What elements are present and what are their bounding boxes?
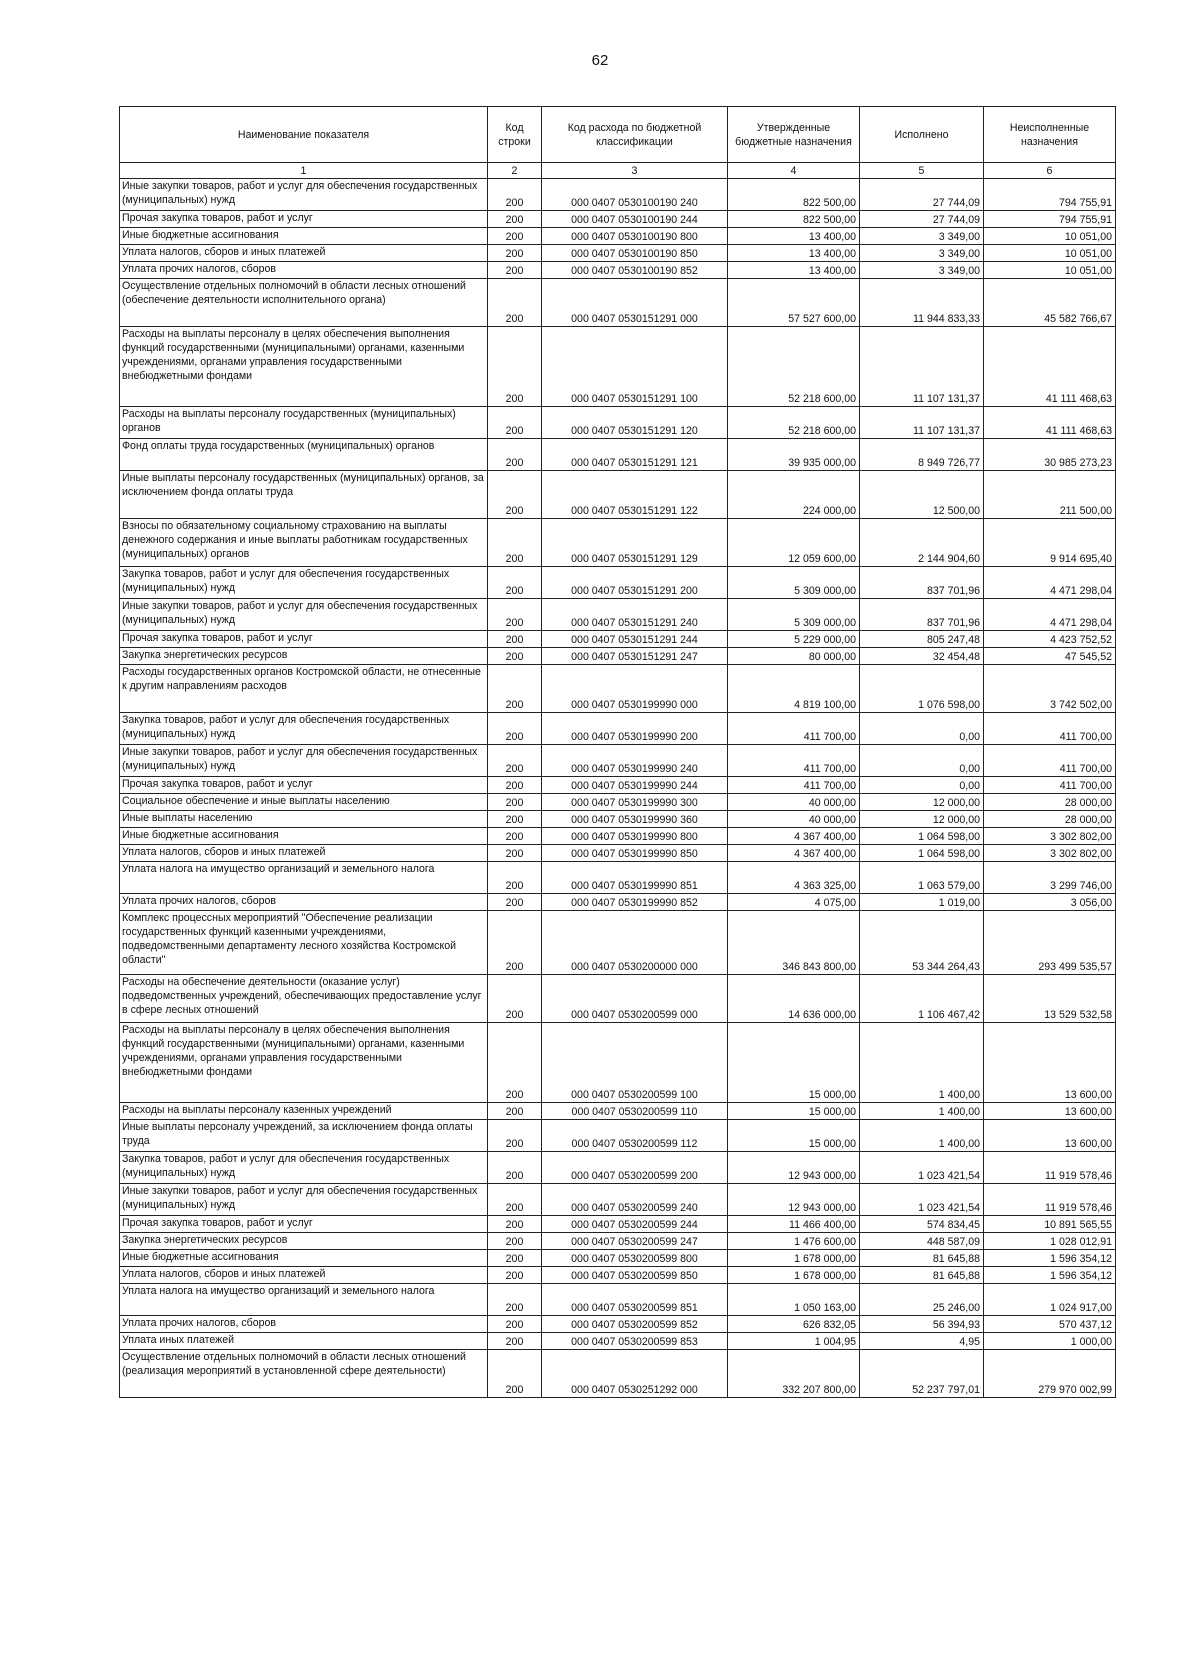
row-budget-code: 000 0407 0530151291 000 [542,279,728,327]
table-row [120,862,1116,894]
row-budget-code: 000 0407 0530199990 300 [542,794,728,811]
table-row [120,1267,1116,1284]
row-unexecuted-amount: 1 000,00 [984,1333,1116,1350]
row-budget-code: 000 0407 0530251292 000 [542,1350,728,1398]
row-unexecuted-amount: 11 919 578,46 [984,1184,1116,1216]
row-budget-code: 000 0407 0530100190 800 [542,228,728,245]
row-approved-amount: 626 832,05 [728,1316,860,1333]
table-row [120,599,1116,631]
row-name: Уплата налога на имущество организаций и земельного налога [120,862,488,894]
row-kod-stroki: 200 [488,599,542,631]
row-executed-amount: 574 834,45 [860,1216,984,1233]
row-approved-amount: 12 943 000,00 [728,1152,860,1184]
table-row [120,519,1116,567]
row-executed-amount: 1 063 579,00 [860,862,984,894]
row-unexecuted-amount: 794 755,91 [984,211,1116,228]
row-kod-stroki: 200 [488,648,542,665]
row-name: Расходы на выплаты персоналу казенных учреждений [120,1103,488,1120]
row-approved-amount: 15 000,00 [728,1120,860,1152]
row-kod-stroki: 200 [488,862,542,894]
row-executed-amount: 1 076 598,00 [860,665,984,713]
row-name: Иные закупки товаров, работ и услуг для обеспечения государственных (муниципальных) нужд [120,599,488,631]
row-name: Расходы на выплаты персоналу государственных (муниципальных) органов [120,407,488,439]
row-name: Закупка товаров, работ и услуг для обеспечения государственных (муниципальных) нужд [120,713,488,745]
row-name: Иные закупки товаров, работ и услуг для обеспечения государственных (муниципальных) нужд [120,745,488,777]
column-number: 3 [542,163,728,179]
column-number: 4 [728,163,860,179]
column-number: 1 [120,163,488,179]
row-name: Комплекс процессных мероприятий "Обеспечение реализации государственных функций казенными учреждениями, подведомственными департаменту лесного хозяйства Костромской области" [120,911,488,975]
row-unexecuted-amount: 28 000,00 [984,811,1116,828]
header-kod-raskhoda: Код расхода по бюджетной классификации [542,107,728,163]
row-budget-code: 000 0407 0530200599 100 [542,1023,728,1103]
row-executed-amount: 805 247,48 [860,631,984,648]
row-kod-stroki: 200 [488,519,542,567]
row-approved-amount: 822 500,00 [728,179,860,211]
table-row [120,1316,1116,1333]
row-kod-stroki: 200 [488,975,542,1023]
row-unexecuted-amount: 9 914 695,40 [984,519,1116,567]
row-name: Иные бюджетные ассигнования [120,1250,488,1267]
row-name: Уплата налогов, сборов и иных платежей [120,1267,488,1284]
row-kod-stroki: 200 [488,1120,542,1152]
row-unexecuted-amount: 4 471 298,04 [984,599,1116,631]
row-unexecuted-amount: 30 985 273,23 [984,439,1116,471]
table-row [120,713,1116,745]
row-kod-stroki: 200 [488,228,542,245]
row-unexecuted-amount: 293 499 535,57 [984,911,1116,975]
row-budget-code: 000 0407 0530200599 200 [542,1152,728,1184]
row-approved-amount: 52 218 600,00 [728,327,860,407]
row-name: Уплата налога на имущество организаций и земельного налога [120,1284,488,1316]
row-executed-amount: 2 144 904,60 [860,519,984,567]
table-row [120,845,1116,862]
row-executed-amount: 27 744,09 [860,211,984,228]
row-unexecuted-amount: 13 600,00 [984,1120,1116,1152]
table-row [120,262,1116,279]
row-approved-amount: 39 935 000,00 [728,439,860,471]
table-row [120,1284,1116,1316]
row-executed-amount: 81 645,88 [860,1267,984,1284]
row-approved-amount: 1 004,95 [728,1333,860,1350]
row-executed-amount: 1 019,00 [860,894,984,911]
row-kod-stroki: 200 [488,245,542,262]
row-executed-amount: 0,00 [860,713,984,745]
row-executed-amount: 837 701,96 [860,599,984,631]
row-name: Прочая закупка товаров, работ и услуг [120,1216,488,1233]
row-approved-amount: 346 843 800,00 [728,911,860,975]
row-approved-amount: 411 700,00 [728,745,860,777]
row-executed-amount: 1 023 421,54 [860,1184,984,1216]
row-kod-stroki: 200 [488,1103,542,1120]
row-kod-stroki: 200 [488,1350,542,1398]
row-name: Прочая закупка товаров, работ и услуг [120,777,488,794]
table-row [120,1152,1116,1184]
row-approved-amount: 4 367 400,00 [728,845,860,862]
row-kod-stroki: 200 [488,811,542,828]
row-approved-amount: 5 229 000,00 [728,631,860,648]
table-row [120,911,1116,975]
table-row [120,777,1116,794]
row-budget-code: 000 0407 0530199990 852 [542,894,728,911]
row-budget-code: 000 0407 0530200599 851 [542,1284,728,1316]
row-kod-stroki: 200 [488,828,542,845]
row-approved-amount: 15 000,00 [728,1103,860,1120]
header-ispolneno: Исполнено [860,107,984,163]
row-unexecuted-amount: 10 051,00 [984,245,1116,262]
row-unexecuted-amount: 1 596 354,12 [984,1250,1116,1267]
row-executed-amount: 1 106 467,42 [860,975,984,1023]
row-unexecuted-amount: 211 500,00 [984,471,1116,519]
row-name: Взносы по обязательному социальному страхованию на выплаты денежного содержания и иные выплаты работникам государственных (муниципальных) органов [120,519,488,567]
row-unexecuted-amount: 47 545,52 [984,648,1116,665]
row-executed-amount: 1 400,00 [860,1103,984,1120]
row-budget-code: 000 0407 0530200599 850 [542,1267,728,1284]
row-kod-stroki: 200 [488,1023,542,1103]
table-row [120,1120,1116,1152]
row-name: Расходы на выплаты персоналу в целях обеспечения выполнения функций государственными (муниципальными) органами, казенными учреждениями, органами управления государственными внебюджетными фондами [120,1023,488,1103]
row-kod-stroki: 200 [488,665,542,713]
table-row [120,648,1116,665]
row-budget-code: 000 0407 0530200599 112 [542,1120,728,1152]
row-name: Уплата налогов, сборов и иных платежей [120,245,488,262]
row-approved-amount: 11 466 400,00 [728,1216,860,1233]
row-kod-stroki: 200 [488,1152,542,1184]
row-name: Иные бюджетные ассигнования [120,228,488,245]
row-unexecuted-amount: 3 299 746,00 [984,862,1116,894]
row-name: Прочая закупка товаров, работ и услуг [120,631,488,648]
row-kod-stroki: 200 [488,1233,542,1250]
table-row [120,665,1116,713]
table-row [120,327,1116,407]
row-unexecuted-amount: 4 471 298,04 [984,567,1116,599]
row-kod-stroki: 200 [488,911,542,975]
row-budget-code: 000 0407 0530100190 850 [542,245,728,262]
table-row [120,1350,1116,1398]
row-unexecuted-amount: 13 600,00 [984,1023,1116,1103]
row-budget-code: 000 0407 0530200599 853 [542,1333,728,1350]
row-budget-code: 000 0407 0530151291 122 [542,471,728,519]
row-name: Расходы на обеспечение деятельности (оказание услуг) подведомственных учреждений, обеспечивающих предоставление услуг в сфере лесных отношений [120,975,488,1023]
row-approved-amount: 5 309 000,00 [728,567,860,599]
row-approved-amount: 5 309 000,00 [728,599,860,631]
row-unexecuted-amount: 3 302 802,00 [984,828,1116,845]
row-budget-code: 000 0407 0530199990 000 [542,665,728,713]
table-row [120,745,1116,777]
row-name: Расходы на выплаты персоналу в целях обеспечения выполнения функций государственными (муниципальными) органами, казенными учреждениями, органами управления государственными внебюджетными фондами [120,327,488,407]
row-kod-stroki: 200 [488,567,542,599]
table-header-row [120,107,1116,163]
row-name: Уплата налогов, сборов и иных платежей [120,845,488,862]
row-unexecuted-amount: 4 423 752,52 [984,631,1116,648]
row-unexecuted-amount: 570 437,12 [984,1316,1116,1333]
row-budget-code: 000 0407 0530151291 247 [542,648,728,665]
column-numbers-row [120,163,1116,179]
row-executed-amount: 1 400,00 [860,1023,984,1103]
row-budget-code: 000 0407 0530200599 000 [542,975,728,1023]
row-executed-amount: 32 454,48 [860,648,984,665]
column-number: 2 [488,163,542,179]
row-executed-amount: 25 246,00 [860,1284,984,1316]
row-executed-amount: 1 400,00 [860,1120,984,1152]
table-row [120,211,1116,228]
table-row [120,245,1116,262]
row-approved-amount: 80 000,00 [728,648,860,665]
row-name: Фонд оплаты труда государственных (муниципальных) органов [120,439,488,471]
row-name: Иные закупки товаров, работ и услуг для обеспечения государственных (муниципальных) нужд [120,1184,488,1216]
table-row [120,794,1116,811]
row-name: Иные бюджетные ассигнования [120,828,488,845]
row-approved-amount: 15 000,00 [728,1023,860,1103]
row-budget-code: 000 0407 0530151291 120 [542,407,728,439]
header-kod-stroki: Код строки [488,107,542,163]
table-row [120,894,1116,911]
row-unexecuted-amount: 10 891 565,55 [984,1216,1116,1233]
row-kod-stroki: 200 [488,845,542,862]
row-budget-code: 000 0407 0530151291 129 [542,519,728,567]
row-unexecuted-amount: 3 302 802,00 [984,845,1116,862]
row-kod-stroki: 200 [488,1333,542,1350]
row-approved-amount: 332 207 800,00 [728,1350,860,1398]
table-row [120,1184,1116,1216]
row-executed-amount: 81 645,88 [860,1250,984,1267]
row-name: Уплата иных платежей [120,1333,488,1350]
row-budget-code: 000 0407 0530199990 850 [542,845,728,862]
row-budget-code: 000 0407 0530200599 800 [542,1250,728,1267]
row-name: Иные выплаты населению [120,811,488,828]
row-name: Закупка энергетических ресурсов [120,648,488,665]
row-kod-stroki: 200 [488,713,542,745]
row-executed-amount: 0,00 [860,745,984,777]
header-name: Наименование показателя [120,107,488,163]
row-approved-amount: 4 363 325,00 [728,862,860,894]
row-approved-amount: 52 218 600,00 [728,407,860,439]
table-row [120,1333,1116,1350]
row-kod-stroki: 200 [488,407,542,439]
column-number: 6 [984,163,1116,179]
row-approved-amount: 822 500,00 [728,211,860,228]
row-unexecuted-amount: 1 028 012,91 [984,1233,1116,1250]
row-budget-code: 000 0407 0530200599 240 [542,1184,728,1216]
row-kod-stroki: 200 [488,1184,542,1216]
table-row [120,1216,1116,1233]
table-row [120,228,1116,245]
row-unexecuted-amount: 41 111 468,63 [984,327,1116,407]
row-approved-amount: 13 400,00 [728,262,860,279]
row-kod-stroki: 200 [488,777,542,794]
row-budget-code: 000 0407 0530199990 244 [542,777,728,794]
table-row [120,439,1116,471]
row-approved-amount: 13 400,00 [728,245,860,262]
row-name: Закупка энергетических ресурсов [120,1233,488,1250]
row-budget-code: 000 0407 0530200599 110 [542,1103,728,1120]
row-executed-amount: 11 107 131,37 [860,407,984,439]
row-unexecuted-amount: 41 111 468,63 [984,407,1116,439]
row-executed-amount: 12 000,00 [860,811,984,828]
table-row [120,567,1116,599]
row-budget-code: 000 0407 0530151291 121 [542,439,728,471]
row-name: Закупка товаров, работ и услуг для обеспечения государственных (муниципальных) нужд [120,1152,488,1184]
row-budget-code: 000 0407 0530100190 244 [542,211,728,228]
row-approved-amount: 4 819 100,00 [728,665,860,713]
row-budget-code: 000 0407 0530199990 851 [542,862,728,894]
row-kod-stroki: 200 [488,745,542,777]
row-budget-code: 000 0407 0530199990 800 [542,828,728,845]
table-row [120,811,1116,828]
row-executed-amount: 4,95 [860,1333,984,1350]
row-executed-amount: 11 107 131,37 [860,327,984,407]
row-executed-amount: 837 701,96 [860,567,984,599]
row-executed-amount: 1 064 598,00 [860,828,984,845]
row-name: Уплата прочих налогов, сборов [120,1316,488,1333]
budget-execution-table [119,106,1116,1398]
row-unexecuted-amount: 10 051,00 [984,228,1116,245]
row-budget-code: 000 0407 0530151291 244 [542,631,728,648]
row-budget-code: 000 0407 0530200599 244 [542,1216,728,1233]
row-kod-stroki: 200 [488,1250,542,1267]
table-row [120,1250,1116,1267]
row-approved-amount: 411 700,00 [728,777,860,794]
row-kod-stroki: 200 [488,631,542,648]
row-unexecuted-amount: 411 700,00 [984,745,1116,777]
row-approved-amount: 12 059 600,00 [728,519,860,567]
row-name: Уплата прочих налогов, сборов [120,894,488,911]
row-name: Уплата прочих налогов, сборов [120,262,488,279]
row-unexecuted-amount: 794 755,91 [984,179,1116,211]
row-unexecuted-amount: 279 970 002,99 [984,1350,1116,1398]
table-row [120,279,1116,327]
row-approved-amount: 224 000,00 [728,471,860,519]
row-executed-amount: 12 000,00 [860,794,984,811]
row-kod-stroki: 200 [488,1216,542,1233]
row-approved-amount: 13 400,00 [728,228,860,245]
row-approved-amount: 1 678 000,00 [728,1250,860,1267]
table-row [120,975,1116,1023]
row-budget-code: 000 0407 0530199990 360 [542,811,728,828]
row-kod-stroki: 200 [488,1284,542,1316]
row-approved-amount: 40 000,00 [728,794,860,811]
row-kod-stroki: 200 [488,439,542,471]
row-name: Иные закупки товаров, работ и услуг для обеспечения государственных (муниципальных) нужд [120,179,488,211]
row-approved-amount: 12 943 000,00 [728,1184,860,1216]
row-kod-stroki: 200 [488,471,542,519]
row-approved-amount: 40 000,00 [728,811,860,828]
row-kod-stroki: 200 [488,327,542,407]
row-budget-code: 000 0407 0530151291 240 [542,599,728,631]
table-row [120,407,1116,439]
row-executed-amount: 1 023 421,54 [860,1152,984,1184]
row-approved-amount: 1 678 000,00 [728,1267,860,1284]
table-body [120,179,1116,1398]
row-executed-amount: 1 064 598,00 [860,845,984,862]
header-utverzhdennye: Утвержденные бюджетные назначения [728,107,860,163]
row-name: Закупка товаров, работ и услуг для обеспечения государственных (муниципальных) нужд [120,567,488,599]
row-unexecuted-amount: 11 919 578,46 [984,1152,1116,1184]
row-approved-amount: 57 527 600,00 [728,279,860,327]
row-unexecuted-amount: 13 600,00 [984,1103,1116,1120]
row-name: Прочая закупка товаров, работ и услуг [120,211,488,228]
row-executed-amount: 3 349,00 [860,262,984,279]
row-executed-amount: 448 587,09 [860,1233,984,1250]
row-kod-stroki: 200 [488,262,542,279]
row-budget-code: 000 0407 0530200000 000 [542,911,728,975]
row-name: Социальное обеспечение и иные выплаты населению [120,794,488,811]
row-kod-stroki: 200 [488,794,542,811]
column-number: 5 [860,163,984,179]
row-approved-amount: 411 700,00 [728,713,860,745]
row-executed-amount: 0,00 [860,777,984,794]
row-budget-code: 000 0407 0530151291 200 [542,567,728,599]
row-unexecuted-amount: 411 700,00 [984,777,1116,794]
row-budget-code: 000 0407 0530100190 240 [542,179,728,211]
row-budget-code: 000 0407 0530199990 200 [542,713,728,745]
row-name: Иные выплаты персоналу учреждений, за исключением фонда оплаты труда [120,1120,488,1152]
table-row [120,471,1116,519]
row-unexecuted-amount: 10 051,00 [984,262,1116,279]
row-unexecuted-amount: 1 024 917,00 [984,1284,1116,1316]
row-executed-amount: 56 394,93 [860,1316,984,1333]
row-kod-stroki: 200 [488,1316,542,1333]
row-kod-stroki: 200 [488,211,542,228]
page-number: 62 [591,52,609,69]
table-row [120,631,1116,648]
row-name: Осуществление отдельных полномочий в области лесных отношений (реализация мероприятий в установленной сфере деятельности) [120,1350,488,1398]
row-approved-amount: 1 050 163,00 [728,1284,860,1316]
row-executed-amount: 3 349,00 [860,228,984,245]
table-row [120,828,1116,845]
row-executed-amount: 8 949 726,77 [860,439,984,471]
row-executed-amount: 52 237 797,01 [860,1350,984,1398]
row-kod-stroki: 200 [488,279,542,327]
row-unexecuted-amount: 411 700,00 [984,713,1116,745]
row-unexecuted-amount: 13 529 532,58 [984,975,1116,1023]
row-approved-amount: 4 075,00 [728,894,860,911]
header-neispolnennye: Неисполненные назначения [984,107,1116,163]
row-unexecuted-amount: 1 596 354,12 [984,1267,1116,1284]
row-executed-amount: 12 500,00 [860,471,984,519]
row-budget-code: 000 0407 0530199990 240 [542,745,728,777]
row-unexecuted-amount: 3 742 502,00 [984,665,1116,713]
row-unexecuted-amount: 28 000,00 [984,794,1116,811]
row-name: Расходы государственных органов Костромской области, не отнесенные к другим направлениям расходов [120,665,488,713]
row-approved-amount: 14 636 000,00 [728,975,860,1023]
row-unexecuted-amount: 3 056,00 [984,894,1116,911]
row-name: Осуществление отдельных полномочий в области лесных отношений (обеспечение деятельности исполнительного органа) [120,279,488,327]
row-approved-amount: 1 476 600,00 [728,1233,860,1250]
row-budget-code: 000 0407 0530151291 100 [542,327,728,407]
table-row [120,179,1116,211]
row-budget-code: 000 0407 0530200599 852 [542,1316,728,1333]
row-kod-stroki: 200 [488,1267,542,1284]
row-kod-stroki: 200 [488,179,542,211]
row-executed-amount: 27 744,09 [860,179,984,211]
row-budget-code: 000 0407 0530200599 247 [542,1233,728,1250]
table-row [120,1233,1116,1250]
row-approved-amount: 4 367 400,00 [728,828,860,845]
row-name: Иные выплаты персоналу государственных (муниципальных) органов, за исключением фонда оплаты труда [120,471,488,519]
row-executed-amount: 53 344 264,43 [860,911,984,975]
row-budget-code: 000 0407 0530100190 852 [542,262,728,279]
table-row [120,1023,1116,1103]
row-executed-amount: 3 349,00 [860,245,984,262]
table-row [120,1103,1116,1120]
row-executed-amount: 11 944 833,33 [860,279,984,327]
row-kod-stroki: 200 [488,894,542,911]
row-unexecuted-amount: 45 582 766,67 [984,279,1116,327]
